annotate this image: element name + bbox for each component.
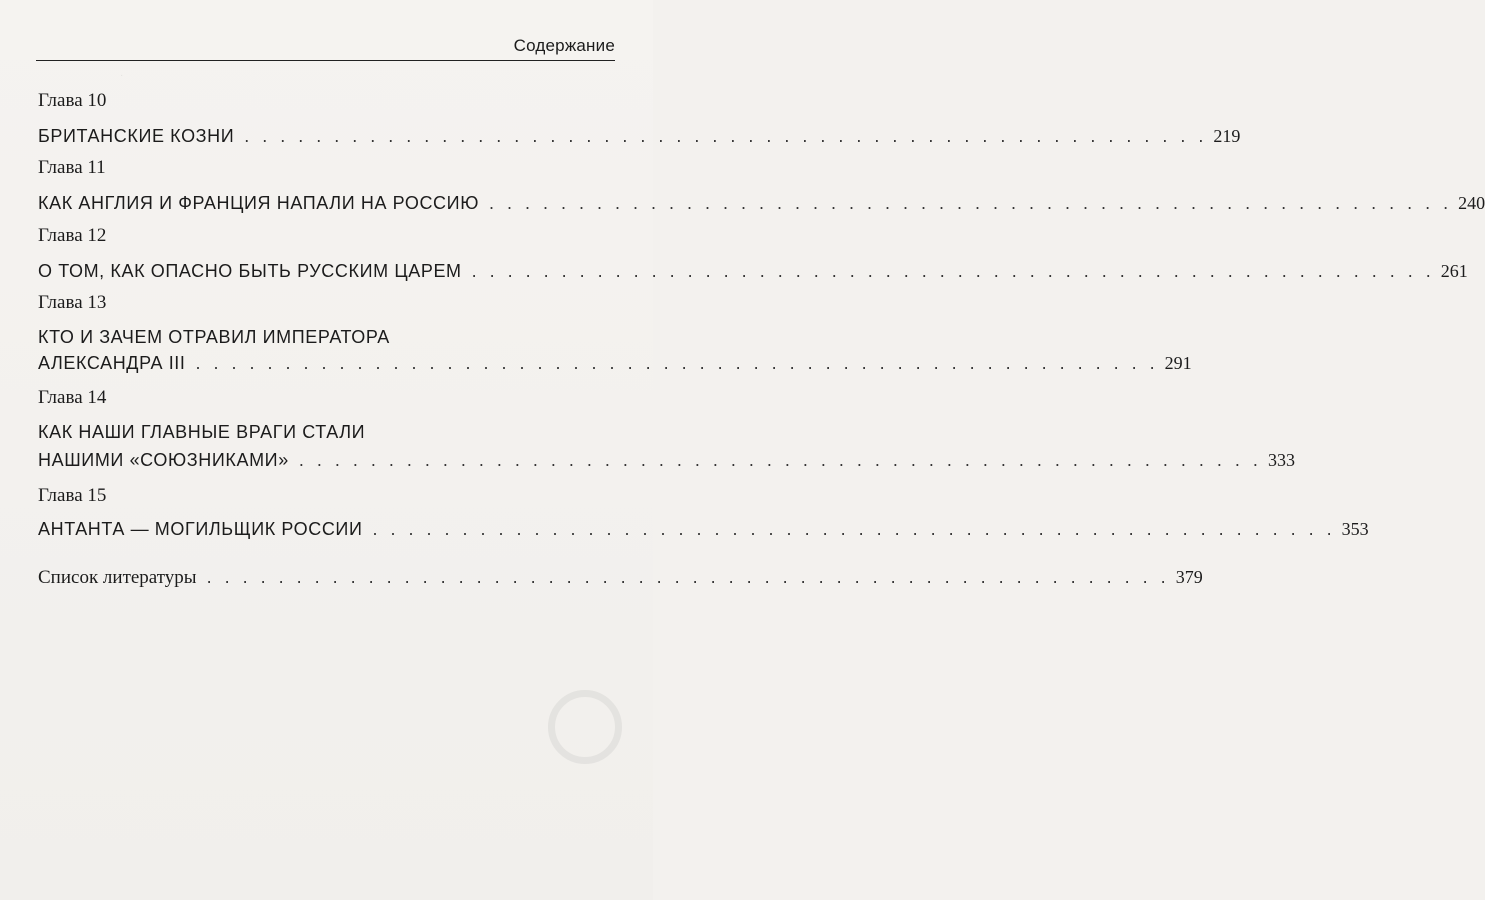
chapter-13-page: 291 (1164, 353, 1192, 373)
chapter-13-title-line-2: АЛЕКСАНДРА III (38, 353, 186, 373)
toc-entry-chapter-14-cont[interactable] (38, 450, 1295, 471)
toc-entry-bibliography[interactable] (38, 567, 1203, 589)
running-header: Содержание (513, 36, 615, 55)
chapter-11-page: 240 (1458, 193, 1485, 213)
leader-dots: . . . . . . . . . . . . . . . . . . . . . . . . . . . . . . . . . . . . . . . . . . . . . . . . . . . . . . (471, 261, 1435, 281)
leader-dots: . . . . . . . . . . . . . . . . . . . . . . . . . . . . . . . . . . . . . . . . . . . . . . . . . . . . . . (244, 126, 1208, 146)
toc-entry-chapter-14[interactable] (38, 422, 611, 443)
chapter-15-page: 353 (1341, 519, 1369, 539)
chapter-11-label: Глава 11 (38, 157, 106, 178)
chapter-14-title-line-2: НАШИМИ «СОЮЗНИКАМИ» (38, 450, 289, 470)
bleed-through-logo (548, 690, 622, 764)
chapter-11-title: КАК АНГЛИЯ И ФРАНЦИЯ НАПАЛИ НА РОССИЮ (38, 193, 479, 213)
toc-entry-chapter-12[interactable] (38, 261, 1468, 282)
leader-dots: . . . . . . . . . . . . . . . . . . . . . . . . . . . . . . . . . . . . . . . . . . . . . . . . . . . . . . (372, 519, 1336, 539)
toc-entry-chapter-13-cont[interactable] (38, 353, 1192, 374)
chapter-12-title: О ТОМ, КАК ОПАСНО БЫТЬ РУССКИМ ЦАРЕМ (38, 261, 462, 281)
chapter-13-label: Глава 13 (38, 292, 107, 313)
bleed-through-text: · (120, 70, 124, 81)
chapter-14-page: 333 (1267, 450, 1295, 470)
leader-dots: . . . . . . . . . . . . . . . . . . . . . . . . . . . . . . . . . . . . . . . . . . . . . . . . . . . . . . (488, 193, 1453, 213)
chapter-10-title: БРИТАНСКИЕ КОЗНИ (38, 126, 235, 146)
chapter-15-label: Глава 15 (38, 485, 107, 506)
leader-dots: . . . . . . . . . . . . . . . . . . . . . . . . . . . . . . . . . . . . . . . . . . . . . . . . . . . . . . (206, 567, 1170, 587)
toc-entry-chapter-15[interactable] (38, 519, 1369, 540)
bibliography-page: 379 (1175, 567, 1203, 587)
chapter-12-page: 261 (1440, 261, 1468, 281)
bibliography-label: Список литературы (38, 567, 197, 588)
toc-entry-chapter-11[interactable] (38, 193, 1485, 214)
toc-entry-chapter-13[interactable] (38, 327, 611, 348)
header-rule (36, 60, 615, 61)
leader-dots: . . . . . . . . . . . . . . . . . . . . . . . . . . . . . . . . . . . . . . . . . . . . . . . . . . . . . . (195, 353, 1159, 373)
chapter-12-label: Глава 12 (38, 225, 107, 246)
chapter-10-label: Глава 10 (38, 90, 107, 111)
chapter-14-label: Глава 14 (38, 387, 107, 408)
toc-entry-chapter-10[interactable] (38, 126, 1241, 147)
chapter-14-title-line-1: КАК НАШИ ГЛАВНЫЕ ВРАГИ СТАЛИ (38, 422, 366, 442)
chapter-15-title: АНТАНТА — МОГИЛЬЩИК РОССИИ (38, 519, 363, 539)
chapter-13-title-line-1: КТО И ЗАЧЕМ ОТРАВИЛ ИМПЕРАТОРА (38, 327, 390, 347)
chapter-10-page: 219 (1213, 126, 1241, 146)
leader-dots: . . . . . . . . . . . . . . . . . . . . . . . . . . . . . . . . . . . . . . . . . . . . . . . . . . . . . . (298, 450, 1262, 470)
